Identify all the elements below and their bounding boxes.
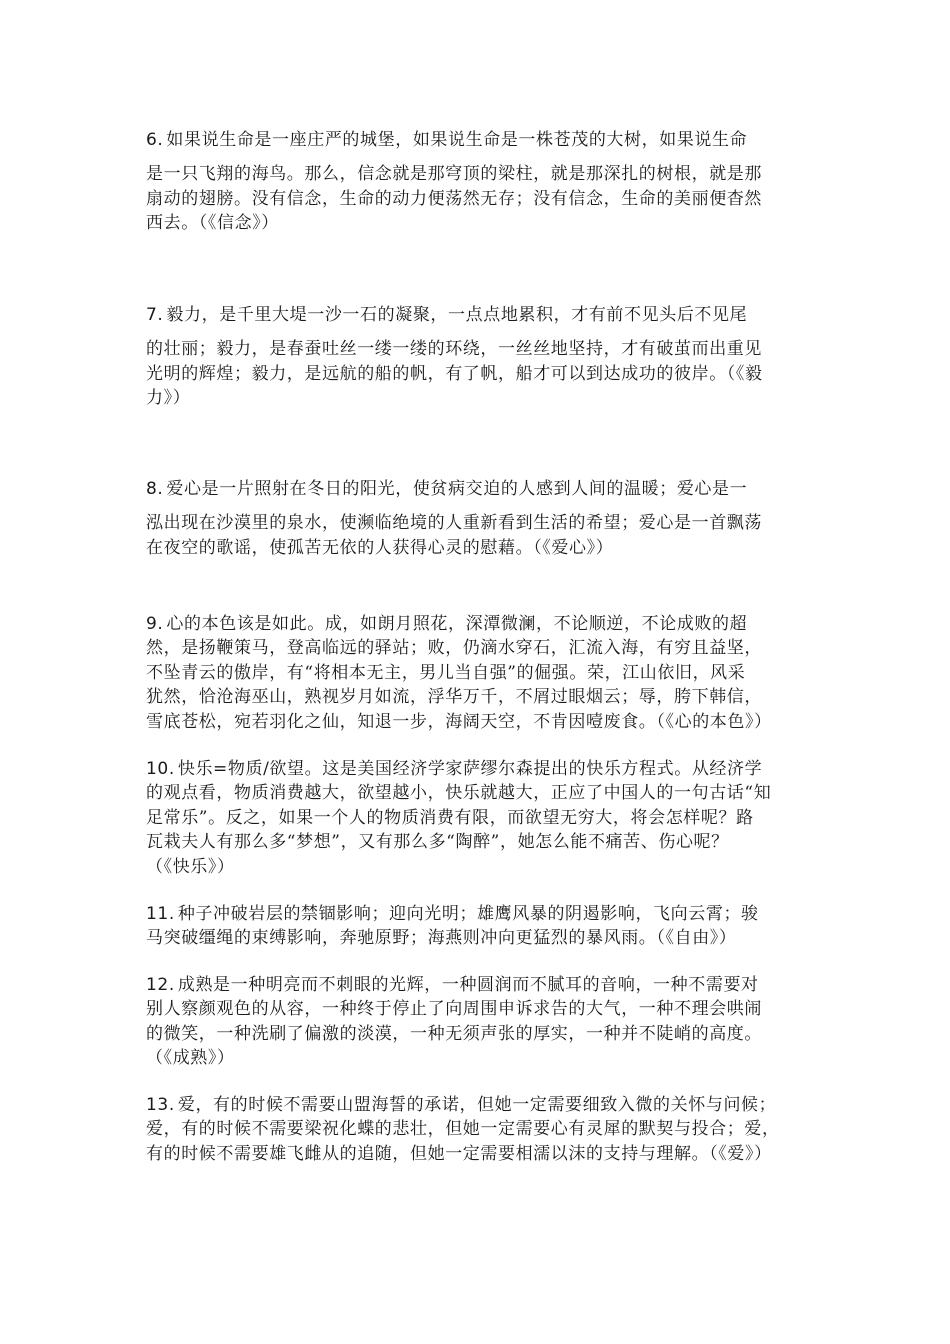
- paragraph-6: [146, 128, 818, 236]
- paragraph-number: 10.: [146, 759, 175, 779]
- paragraph-number: 9.: [146, 614, 164, 634]
- paragraph-line: 别人察颜观色的从容，一种终于停止了向周围申诉求告的大气，一种不理会哄闹: [146, 999, 762, 1020]
- paragraph-9: [146, 612, 818, 734]
- paragraph-line: （《成熟》）: [146, 1048, 235, 1069]
- paragraph-line: 光明的辉煌；毅力，是远航的船的帆，有了帆，船才可以到达成功的彼岸。（《毅: [146, 363, 763, 384]
- paragraph-line: 马突破缰绳的束缚影响，奔驰原野；海燕则冲向更猛烈的暴风雨。（《自由》）: [146, 928, 737, 949]
- paragraph-line: （《快乐》）: [146, 856, 235, 877]
- paragraph-line: 6. 如果说生命是一座庄严的城堡，如果说生命是一株苍茂的大树，如果说生命: [146, 130, 748, 150]
- paragraph-number: 6.: [146, 130, 164, 150]
- paragraph-line: 的观点看，物质消费越大，欲望越小，快乐就越大，正应了中国人的一句古话“知: [146, 783, 772, 804]
- paragraph-line: 犹然，恰沧海巫山，熟视岁月如流，浮华万千，不屑过眼烟云；辱，胯下韩信，: [146, 687, 762, 708]
- paragraph-number: 11.: [146, 904, 175, 924]
- paragraph-line: 在夜空的歌谣，使孤苦无依的人获得心灵的慰藉。（《爱心》）: [146, 537, 614, 558]
- paragraph-line: 足常乐”。反之，如果一个人的物质消费有限，而欲望无穷大，将会怎样呢？路: [146, 807, 754, 828]
- paragraph-line: 9. 心的本色该是如此。成，如朗月照花，深潭微澜，不论顺逆，不论成败的超: [146, 614, 748, 634]
- paragraph-line: 有的时候不需要雄飞雌从的追随，但她一定需要相濡以沫的支持与理解。（《爱》）: [146, 1143, 772, 1164]
- paragraph-line: 扇动的翅膀。没有信念，生命的动力便荡然无存；没有信念，生命的美丽便杳然: [146, 188, 762, 209]
- paragraph-number: 8.: [146, 479, 164, 499]
- paragraph-12: [146, 973, 818, 1071]
- paragraph-line: 泓出现在沙漠里的泉水，使濒临绝境的人重新看到生活的希望；爱心是一首飘荡: [146, 513, 762, 534]
- paragraph-line: 7. 毅力，是千里大堤一沙一石的凝聚，一点点地累积，才有前不见头后不见尾: [146, 305, 748, 325]
- paragraph-line: 瓦栽夫人有那么多“梦想”，又有那么多“陶醉”，她怎么能不痛苦、伤心呢？: [146, 832, 729, 853]
- paragraph-line: 力》）: [146, 388, 191, 409]
- paragraph-line: 西去。（《信念》）: [146, 213, 279, 234]
- paragraph-line: 11. 种子冲破岩层的禁锢影响；迎向光明；雄鹰风暴的阴遏影响，飞向云霄；骏: [146, 904, 759, 924]
- paragraph-line: 是一只飞翔的海鸟。那么，信念就是那穹顶的梁柱，就是那深扎的树根，就是那: [146, 164, 762, 185]
- paragraph-line: 爱，有的时候不需要梁祝化蝶的悲壮，但她一定需要心有灵犀的默契与投合；爱，: [146, 1119, 780, 1140]
- paragraph-number: 7.: [146, 305, 164, 325]
- paragraph-line: 12. 成熟是一种明亮而不刺眼的光辉，一种圆润而不腻耳的音响，一种不需要对: [146, 975, 759, 995]
- paragraph-line: 10. 快乐=物质/欲望。这是美国经济学家萨缪尔森提出的快乐方程式。从经济学: [146, 759, 763, 779]
- paragraph-line: 的微笑，一种洗刷了偏激的淡漠，一种无须声张的厚实，一种并不陡峭的高度。: [146, 1023, 762, 1044]
- paragraph-13: [146, 1093, 818, 1166]
- paragraph-line: 然，是扬鞭策马，登高临远的驿站；败，仍滴水穿石，汇流入海，有穷且益坚，: [146, 638, 762, 659]
- paragraph-line: 13. 爱，有的时候不需要山盟海誓的承诺，但她一定需要细致入微的关怀与问候；: [146, 1095, 777, 1115]
- paragraph-10: [146, 757, 818, 879]
- paragraph-line: 8. 爱心是一片照射在冬日的阳光，使贫病交迫的人感到人间的温暖；爱心是一: [146, 479, 748, 499]
- paragraph-number: 12.: [146, 975, 175, 995]
- paragraph-number: 13.: [146, 1095, 175, 1115]
- paragraph-line: 的壮丽；毅力，是春蚕吐丝一缕一缕的环绕，一丝丝地坚持，才有破茧而出重见: [146, 339, 762, 360]
- paragraph-line: 雪底苍松，宛若羽化之仙，知退一步，海阔天空，不肯因噎废食。（《心的本色》）: [146, 711, 772, 732]
- paragraph-11: [146, 902, 818, 951]
- paragraph-8: [146, 477, 818, 560]
- paragraph-7: [146, 303, 818, 411]
- paragraph-line: 不坠青云的傲岸，有“将相本无主，男儿当自强”的倔强。荣，江山依旧，风采: [146, 662, 746, 683]
